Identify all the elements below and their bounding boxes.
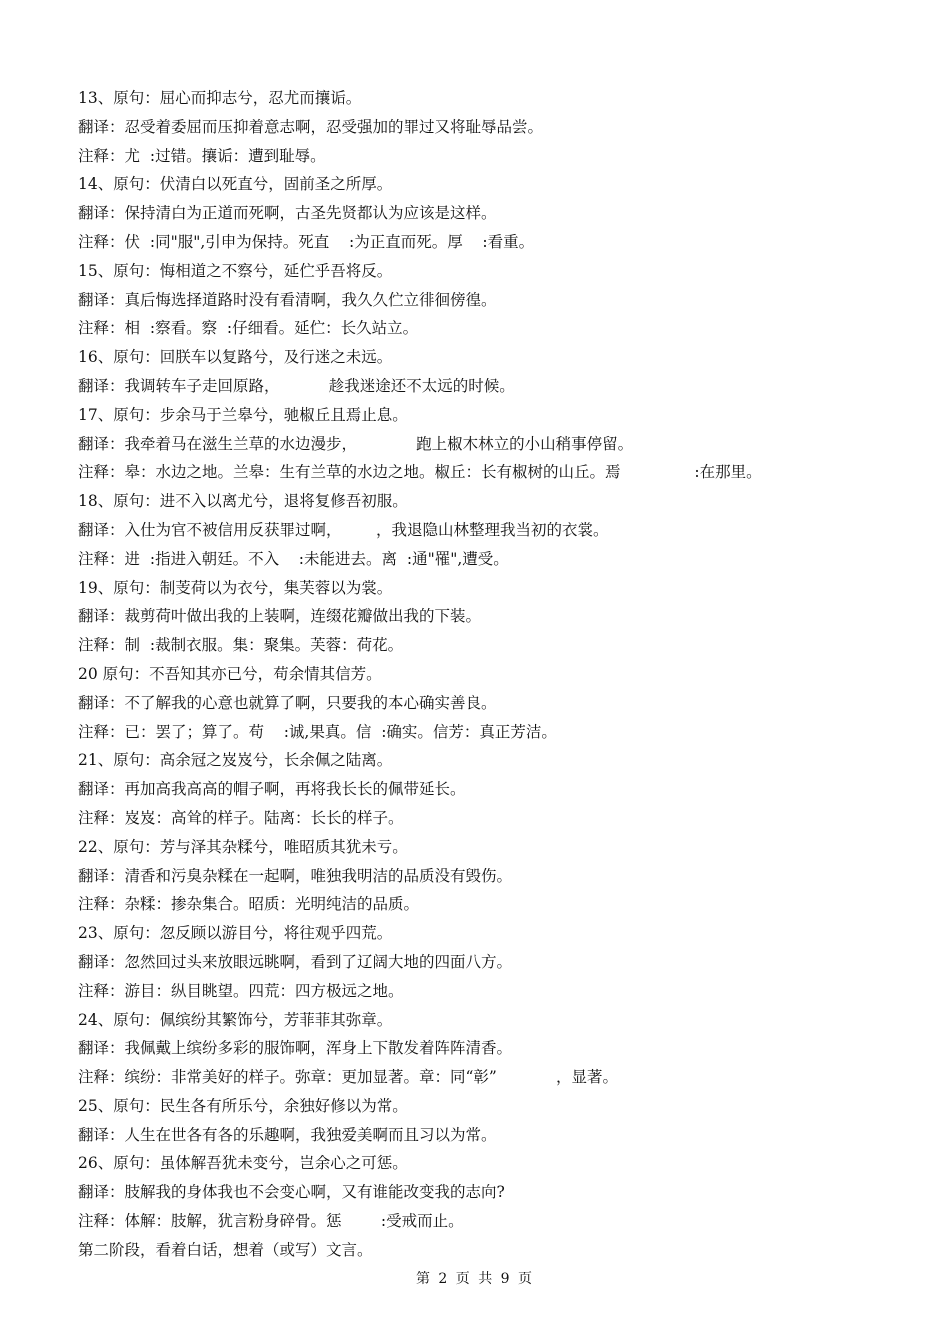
text-line: 翻译：裁剪荷叶做出我的上装啊，连缀花瓣做出我的下装。 <box>78 607 482 626</box>
text-line: 翻译：真后悔选择道路时没有看清啊，我久久伫立徘徊傍徨。 <box>78 290 497 309</box>
text-line: 注释：尤 :过错。攘诟：遭到耻辱。 <box>78 146 326 165</box>
text-line: 翻译：人生在世各有各的乐趣啊，我独爱美啊而且习以为常。 <box>78 1125 497 1144</box>
text-line: 注释：游目：纵目眺望。四荒：四方极远之地。 <box>78 981 404 1000</box>
text-line: 注释：已：罢了；算了。苟 :诚,果真。信 :确实。信芳：真正芳洁。 <box>78 722 557 741</box>
text-line: 翻译：我牵着马在滋生兰草的水边漫步， 跑上椒木林立的小山稍事停留。 <box>78 434 634 453</box>
text-line: 第二阶段，看着白话，想着（或写）文言。 <box>78 1240 373 1259</box>
text-line: 翻译：肢解我的身体我也不会变心啊，又有谁能改变我的志向? <box>78 1183 505 1202</box>
text-line: 翻译：保持清白为正道而死啊，古圣先贤都认为应该是这样。 <box>78 204 497 223</box>
text-line: 翻译：忽然回过头来放眼远眺啊，看到了辽阔大地的四面八方。 <box>78 952 513 971</box>
text-line: 注释：制 :裁制衣服。集：聚集。芙蓉：荷花。 <box>78 636 404 655</box>
text-line: 22、原句：芳与泽其杂糅兮，唯昭质其犹未亏。 <box>78 837 408 856</box>
text-line: 翻译：我佩戴上缤纷多彩的服饰啊，浑身上下散发着阵阵清香。 <box>78 1039 513 1058</box>
text-line: 20 原句：不吾知其亦已兮，苟余情其信芳。 <box>78 664 382 683</box>
text-line: 15、原句：悔相道之不察兮，延伫乎吾将反。 <box>78 261 393 280</box>
text-line: 翻译：忍受着委屈而压抑着意志啊，忍受强加的罪过又将耻辱品尝。 <box>78 117 544 136</box>
text-line: 注释：皋：水边之地。兰皋：生有兰草的水边之地。椒丘：长有椒树的山丘。焉 :在那里。 <box>78 463 762 482</box>
text-line: 翻译：入仕为官不被信用反获罪过啊， ，我退隐山林整理我当初的衣裳。 <box>78 520 609 539</box>
text-line: 注释：缤纷：非常美好的样子。弥章：更加显著。章：同“彰” ，显著。 <box>78 1068 618 1087</box>
text-line: 21、原句：高余冠之岌岌兮，长余佩之陆离。 <box>78 751 393 770</box>
page-footer: 第 2 页 共 9 页 <box>415 1271 535 1287</box>
text-body <box>78 84 923 1265</box>
text-line: 翻译：我调转车子走回原路， 趁我迷途还不太远的时候。 <box>78 376 515 395</box>
text-line: 16、原句：回朕车以复路兮，及行迷之未远。 <box>78 348 393 367</box>
text-line: 13、原句：屈心而抑志兮，忍尤而攘诟。 <box>78 89 362 107</box>
text-line: 注释：岌岌：高耸的样子。陆离：长长的样子。 <box>78 808 404 827</box>
text-line: 注释：相 :察看。察 :仔细看。延伫：长久站立。 <box>78 319 419 338</box>
text-line: 14、原句：伏清白以死直兮，固前圣之所厚。 <box>78 175 393 194</box>
text-line: 25、原句：民生各有所乐兮，余独好修以为常。 <box>78 1096 408 1115</box>
text-line: 翻译：不了解我的心意也就算了啊，只要我的本心确实善良。 <box>78 693 497 712</box>
text-line: 注释：体解：肢解，犹言粉身碎骨。惩 :受戒而止。 <box>78 1212 464 1231</box>
text-line: 翻译：再加高我高高的帽子啊，再将我长长的佩带延长。 <box>78 780 466 799</box>
text-line: 注释：伏 :同"服",引申为保持。死直 :为正直而死。厚 :看重。 <box>78 232 535 251</box>
text-line: 26、原句：虽体解吾犹未变兮，岂余心之可惩。 <box>78 1154 408 1173</box>
text-line: 18、原句：进不入以离尤兮，退将复修吾初服。 <box>78 492 408 511</box>
text-line: 翻译：清香和污臭杂糅在一起啊，唯独我明洁的品质没有毁伤。 <box>78 866 513 885</box>
text-line: 23、原句：忽反顾以游目兮，将往观乎四荒。 <box>78 924 393 943</box>
text-line: 19、原句：制芰荷以为衣兮，集芙蓉以为裳。 <box>78 578 393 597</box>
text-line: 24、原句：佩缤纷其繁饰兮，芳菲菲其弥章。 <box>78 1010 393 1029</box>
text-line: 注释：杂糅：掺杂集合。昭质：光明纯洁的品质。 <box>78 895 420 914</box>
text-line: 17、原句：步余马于兰皋兮，驰椒丘且焉止息。 <box>78 405 408 424</box>
text-line: 注释：进 :指进入朝廷。不入 :未能进去。离 :通"罹",遭受。 <box>78 549 509 568</box>
